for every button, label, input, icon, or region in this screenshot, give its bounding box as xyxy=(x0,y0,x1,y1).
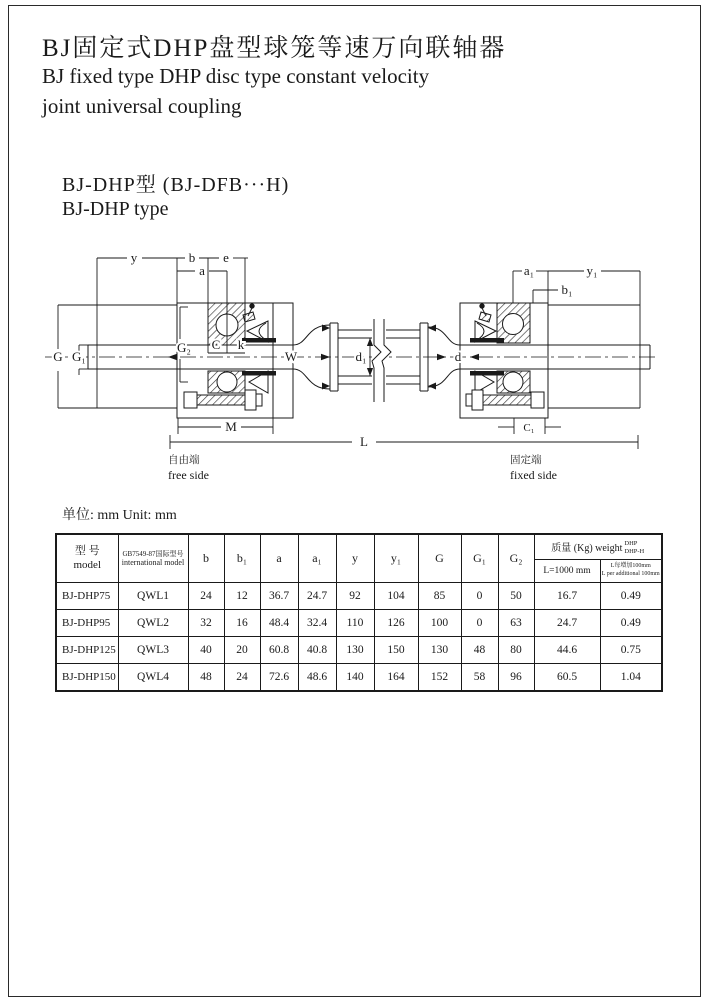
cell-G: 152 xyxy=(418,664,461,692)
dim-label-C1: C₁ xyxy=(523,422,535,434)
cell-G1: 0 xyxy=(461,610,498,637)
cell-a: 72.6 xyxy=(260,664,298,692)
dim-label-b: b xyxy=(188,250,196,265)
cell-y1: 104 xyxy=(374,583,418,610)
dimension-lines xyxy=(58,258,640,449)
free-side-caption-en: free side xyxy=(168,468,209,482)
cell-model: BJ-DHP150 xyxy=(56,664,118,692)
cell-G: 100 xyxy=(418,610,461,637)
cell-G: 130 xyxy=(418,637,461,664)
cell-G2: 50 xyxy=(498,583,534,610)
dim-label-e: e xyxy=(223,250,229,265)
cell-y: 92 xyxy=(336,583,374,610)
bolt-nut xyxy=(245,390,256,410)
cell-b: 40 xyxy=(188,637,224,664)
col-header-weight-L1000: L=1000 mm xyxy=(534,560,600,583)
col-header-y: y xyxy=(336,534,374,583)
cell-weight-add: 0.75 xyxy=(600,637,662,664)
cell-a: 36.7 xyxy=(260,583,298,610)
dim-label-b1: b₁ xyxy=(561,282,573,297)
cell-intl: QWL4 xyxy=(118,664,188,692)
col-header-a1: a₁ xyxy=(298,534,336,583)
ball-bearing-top xyxy=(503,314,524,335)
dim-label-L: L xyxy=(360,434,368,449)
per100-en: L per additional 100mm xyxy=(601,571,660,577)
cell-y: 110 xyxy=(336,610,374,637)
table-row xyxy=(56,583,662,610)
dim-label-M: M xyxy=(225,419,237,434)
dim-label-a: a xyxy=(199,263,205,278)
cell-intl: QWL3 xyxy=(118,637,188,664)
ball-bearing-bottom xyxy=(217,372,237,392)
model-designation-chinese: BJ-DHP型 (BJ-DFB···H) xyxy=(62,174,290,196)
col-header-weight-per-100mm xyxy=(600,560,662,583)
col-header-weight xyxy=(534,534,662,560)
cell-b: 32 xyxy=(188,610,224,637)
cell-weight-add: 0.49 xyxy=(600,583,662,610)
weight-header-label: 质量 (Kg) weight xyxy=(551,542,623,554)
cell-a: 48.4 xyxy=(260,610,298,637)
free-side-caption-zh: 自由端 xyxy=(168,455,200,466)
cell-G2: 96 xyxy=(498,664,534,692)
cell-weight-1000: 60.5 xyxy=(534,664,600,692)
intl-header-zh: GB7549-87国际型号 xyxy=(122,549,184,558)
cell-a1: 48.6 xyxy=(298,664,336,692)
dim-label-G1: G₁ xyxy=(72,349,86,364)
col-header-G2: G₂ xyxy=(498,534,534,583)
model-designation-english: BJ-DHP type xyxy=(62,198,169,220)
cell-G2: 63 xyxy=(498,610,534,637)
ball-bearing-bottom xyxy=(503,372,523,392)
cell-intl: QWL1 xyxy=(118,583,188,610)
col-header-b: b xyxy=(188,534,224,583)
cell-y: 130 xyxy=(336,637,374,664)
cell-a1: 40.8 xyxy=(298,637,336,664)
col-header-G: G xyxy=(418,534,461,583)
grease-nipple-icon xyxy=(480,304,484,308)
col-header-y1: y₁ xyxy=(374,534,418,583)
cell-y1: 126 xyxy=(374,610,418,637)
col-header-a: a xyxy=(260,534,298,583)
weight-header-dhp: DHP xyxy=(624,540,638,548)
dim-label-y: y xyxy=(130,250,138,265)
per100-zh: L每增加100mm xyxy=(610,563,651,570)
table-row xyxy=(56,610,662,637)
page-title-chinese: BJ固定式DHP盘型球笼等速万向联轴器 xyxy=(42,35,507,62)
dim-label-G2: G₂ xyxy=(177,340,191,355)
cell-b: 24 xyxy=(188,583,224,610)
header-row-1 xyxy=(56,534,662,560)
free-side-joint xyxy=(177,303,293,418)
page-border xyxy=(8,5,701,997)
table-row xyxy=(56,637,662,664)
cell-G1: 58 xyxy=(461,664,498,692)
cell-model: BJ-DHP125 xyxy=(56,637,118,664)
cell-intl: QWL2 xyxy=(118,610,188,637)
specification-table xyxy=(55,533,663,692)
grease-nipple-icon xyxy=(250,304,254,308)
dim-label-G: G xyxy=(53,349,63,364)
dim-label-d1: d₁ xyxy=(355,349,367,364)
page-title-english-line1: BJ fixed type DHP disc type constant velocity xyxy=(42,64,430,88)
cell-a: 60.8 xyxy=(260,637,298,664)
bolt-head xyxy=(531,392,544,408)
cell-model: BJ-DHP95 xyxy=(56,610,118,637)
dim-label-C: C xyxy=(211,337,221,352)
cell-y1: 150 xyxy=(374,637,418,664)
cell-model: BJ-DHP75 xyxy=(56,583,118,610)
cell-a1: 24.7 xyxy=(298,583,336,610)
cell-G2: 80 xyxy=(498,637,534,664)
col-header-model-zh: 型 号 xyxy=(74,544,100,557)
col-header-model xyxy=(56,534,118,583)
coupling-technical-drawing xyxy=(0,235,706,500)
dim-label-d: d xyxy=(454,349,462,364)
page-title-english-line2: joint universal coupling xyxy=(42,94,242,118)
cell-weight-add: 0.49 xyxy=(600,610,662,637)
cell-G: 85 xyxy=(418,583,461,610)
cell-y1: 164 xyxy=(374,664,418,692)
fixed-side-caption-zh: 固定端 xyxy=(510,455,542,466)
dim-label-a1: a₁ xyxy=(523,263,535,278)
bolt-head xyxy=(184,392,197,408)
cell-weight-1000: 44.6 xyxy=(534,637,600,664)
intl-header-en: international model xyxy=(121,557,185,567)
table-row xyxy=(56,664,662,692)
cell-y: 140 xyxy=(336,664,374,692)
bolt-shaft xyxy=(197,395,245,405)
col-header-international-model xyxy=(118,534,188,583)
cell-a1: 32.4 xyxy=(298,610,336,637)
col-header-b1: b₁ xyxy=(224,534,260,583)
cell-b1: 12 xyxy=(224,583,260,610)
cell-weight-add: 1.04 xyxy=(600,664,662,692)
cell-G1: 0 xyxy=(461,583,498,610)
fixed-side-joint xyxy=(460,303,548,418)
unit-note: 单位: mm Unit: mm xyxy=(62,508,177,523)
bolt-nut xyxy=(472,390,483,410)
cell-b: 48 xyxy=(188,664,224,692)
dim-label-y1: y₁ xyxy=(586,263,598,278)
cell-weight-1000: 24.7 xyxy=(534,610,600,637)
weight-header-dhp-h: DHP-H xyxy=(624,547,645,555)
bolt-shaft xyxy=(483,395,531,405)
fixed-side-caption-en: fixed side xyxy=(510,468,557,482)
dim-label-k: k xyxy=(237,337,245,352)
col-header-model-en: model xyxy=(73,558,101,571)
col-header-G1: G₁ xyxy=(461,534,498,583)
cell-b1: 20 xyxy=(224,637,260,664)
cell-b1: 24 xyxy=(224,664,260,692)
cell-b1: 16 xyxy=(224,610,260,637)
cell-G1: 48 xyxy=(461,637,498,664)
cell-weight-1000: 16.7 xyxy=(534,583,600,610)
dim-label-W: W xyxy=(284,349,298,364)
